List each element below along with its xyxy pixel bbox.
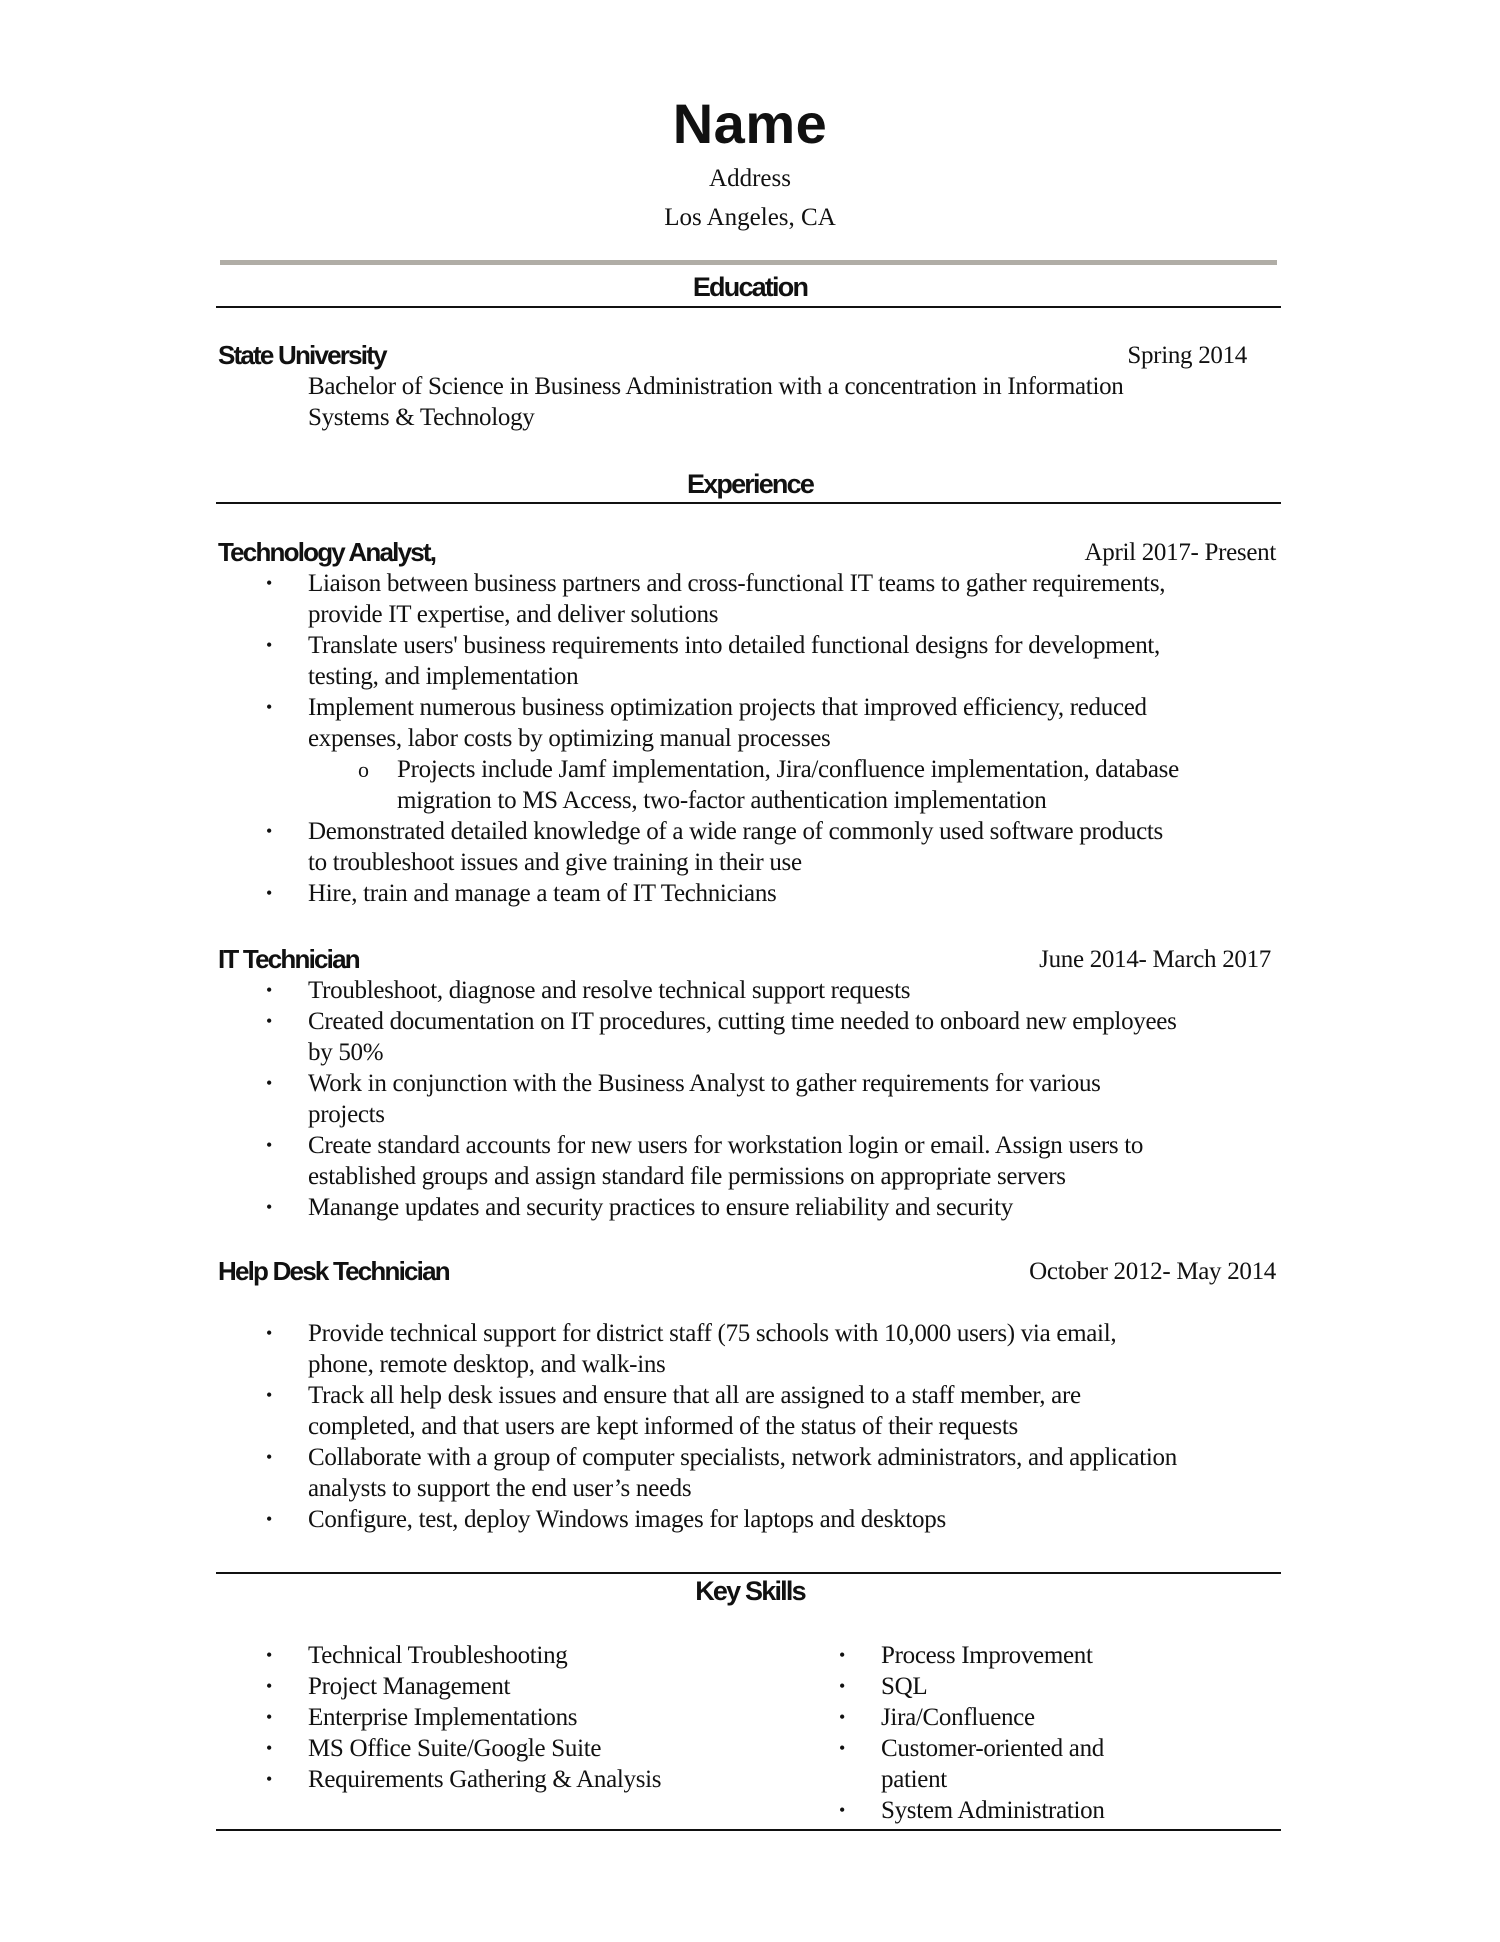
bullet-icon: • bbox=[266, 1676, 273, 1696]
spacer bbox=[218, 1287, 1281, 1318]
job-bullet bbox=[218, 1411, 1281, 1442]
job-bullet bbox=[218, 1161, 1281, 1192]
degree-line: Bachelor of Science in Business Administration with a concentration in Information bbox=[308, 373, 1124, 400]
bullet-icon: • bbox=[266, 1509, 273, 1529]
job-bullet bbox=[218, 661, 1281, 692]
job-bullet bbox=[218, 1192, 1281, 1223]
bullet-text: Track all help desk issues and ensure that all are assigned to a staff member, are bbox=[308, 1382, 1081, 1409]
job-bullet bbox=[218, 692, 1281, 723]
job-dates: June 2014- March 2017 bbox=[1039, 946, 1271, 973]
job-bullet bbox=[218, 1130, 1281, 1161]
job-bullet bbox=[218, 568, 1281, 599]
bullet-text: Create standard accounts for new users for workstation login or email. Assign users to bbox=[308, 1132, 1144, 1159]
bullet-icon: • bbox=[266, 1447, 273, 1467]
job-bullet bbox=[218, 1504, 1281, 1535]
bullet-text: provide IT expertise, and deliver solutions bbox=[308, 601, 719, 628]
skill-item bbox=[218, 1702, 682, 1733]
bullet-text: MS Office Suite/Google Suite bbox=[308, 1735, 602, 1762]
bullet-text: migration to MS Access, two-factor authentication implementation bbox=[397, 787, 1047, 814]
job-bullet bbox=[218, 1099, 1281, 1130]
experience-heading: Experience bbox=[686, 469, 814, 499]
bullet-text: Enterprise Implementations bbox=[308, 1704, 578, 1731]
job-entry bbox=[218, 1256, 1281, 1535]
bullet-icon: • bbox=[266, 883, 273, 903]
job-title: Help Desk Technician bbox=[218, 1256, 449, 1286]
bullet-text: completed, and that users are kept informed of the status of their requests bbox=[308, 1413, 1018, 1440]
skill-item bbox=[682, 1640, 1146, 1671]
skills-column-1 bbox=[218, 1640, 682, 1826]
bullet-text: Implement numerous business optimization projects that improved efficiency, reduced bbox=[308, 694, 1147, 721]
skill-item bbox=[218, 1671, 682, 1702]
job-bullet bbox=[218, 878, 1281, 909]
bullet-icon: • bbox=[266, 573, 273, 593]
skills-list bbox=[218, 1640, 1281, 1826]
job-header bbox=[218, 1256, 1281, 1287]
bullet-text: Liaison between business partners and cross-functional IT teams to gather requirements, bbox=[308, 570, 1166, 597]
bullet-text: Technical Troubleshooting bbox=[308, 1642, 568, 1669]
job-bullet bbox=[218, 975, 1281, 1006]
job-bullet bbox=[218, 1349, 1281, 1380]
job-sub-bullet bbox=[218, 754, 1281, 785]
job-bullet bbox=[218, 1037, 1281, 1068]
address: Address bbox=[709, 165, 791, 192]
candidate-name: Name bbox=[672, 92, 828, 155]
job-bullet bbox=[218, 1318, 1281, 1349]
bullet-icon: • bbox=[266, 1769, 273, 1789]
education-heading: Education bbox=[692, 272, 808, 302]
job-bullet bbox=[218, 630, 1281, 661]
bullet-text: Work in conjunction with the Business Analyst to gather requirements for various bbox=[308, 1070, 1101, 1097]
bullet-icon: • bbox=[266, 1738, 273, 1758]
bullet-icon: • bbox=[266, 980, 273, 1000]
bullet-text: established groups and assign standard file permissions on appropriate servers bbox=[308, 1163, 1066, 1190]
bullet-text: SQL bbox=[881, 1673, 928, 1700]
school-name: State University bbox=[218, 340, 386, 370]
bullet-icon: • bbox=[266, 1323, 273, 1343]
skill-item bbox=[218, 1764, 682, 1795]
skill-item bbox=[682, 1733, 1146, 1795]
bullet-text: expenses, labor costs by optimizing manual processes bbox=[308, 725, 831, 752]
bullet-text: System Administration bbox=[881, 1797, 1105, 1824]
bullet-text: to troubleshoot issues and give training in their use bbox=[308, 849, 802, 876]
job-bullet bbox=[218, 599, 1281, 630]
bullet-text: Demonstrated detailed knowledge of a wide range of commonly used software products bbox=[308, 818, 1163, 845]
skill-item bbox=[218, 1640, 682, 1671]
job-bullet bbox=[218, 816, 1281, 847]
bullet-text: Created documentation on IT procedures, cutting time needed to onboard new employees bbox=[308, 1008, 1177, 1035]
job-header bbox=[218, 944, 1281, 975]
job-bullet bbox=[218, 1442, 1281, 1473]
bullet-text: Process Improvement bbox=[881, 1642, 1093, 1669]
job-header bbox=[218, 537, 1281, 568]
divider bbox=[216, 306, 1281, 308]
job-bullet bbox=[218, 1473, 1281, 1504]
divider bbox=[216, 502, 1281, 504]
job-title: Technology Analyst, bbox=[218, 537, 436, 567]
bullet-text: Troubleshoot, diagnose and resolve technical support requests bbox=[308, 977, 911, 1004]
job-entry bbox=[218, 537, 1281, 909]
job-sub-bullet bbox=[218, 785, 1281, 816]
bullet-text: projects bbox=[308, 1101, 385, 1128]
bullet-icon: • bbox=[266, 1707, 273, 1727]
key-skills-heading: Key Skills bbox=[695, 1576, 805, 1606]
bullet-icon: • bbox=[839, 1707, 846, 1727]
job-title: IT Technician bbox=[218, 944, 359, 974]
education-entry bbox=[218, 340, 1281, 433]
job-bullet bbox=[218, 1068, 1281, 1099]
header-divider bbox=[220, 260, 1277, 265]
bullet-text: Project Management bbox=[308, 1673, 511, 1700]
bullet-icon: • bbox=[839, 1645, 846, 1665]
bullet-icon: • bbox=[266, 1073, 273, 1093]
skill-item bbox=[682, 1795, 1146, 1826]
bullet-text: phone, remote desktop, and walk-ins bbox=[308, 1351, 666, 1378]
bullet-text: Hire, train and manage a team of IT Technicians bbox=[308, 880, 777, 907]
city: Los Angeles, CA bbox=[664, 204, 836, 231]
bullet-icon: • bbox=[266, 1645, 273, 1665]
bullet-text: testing, and implementation bbox=[308, 663, 579, 690]
skill-item bbox=[218, 1733, 682, 1764]
job-bullet bbox=[218, 847, 1281, 878]
bullet-icon: • bbox=[839, 1800, 846, 1820]
bullet-icon: o bbox=[358, 757, 369, 782]
bullet-text: analysts to support the end user’s needs bbox=[308, 1475, 692, 1502]
bullet-text: Translate users' business requirements into detailed functional designs for development, bbox=[308, 632, 1160, 659]
bullet-icon: • bbox=[266, 1011, 273, 1031]
divider bbox=[216, 1829, 1281, 1831]
skill-item bbox=[682, 1671, 1146, 1702]
bullet-text: Provide technical support for district staff (75 schools with 10,000 users) via email, bbox=[308, 1320, 1117, 1347]
job-bullet bbox=[218, 1380, 1281, 1411]
graduation-date: Spring 2014 bbox=[1127, 342, 1247, 369]
bullet-text: Manange updates and security practices to ensure reliability and security bbox=[308, 1194, 1013, 1221]
bullet-icon: • bbox=[266, 1135, 273, 1155]
job-entry bbox=[218, 944, 1281, 1223]
bullet-icon: • bbox=[266, 635, 273, 655]
bullet-icon: • bbox=[839, 1676, 846, 1696]
job-dates: April 2017- Present bbox=[1084, 539, 1276, 566]
bullet-text: Customer-oriented and patient bbox=[881, 1735, 1104, 1793]
divider bbox=[216, 1572, 1281, 1574]
bullet-text: Collaborate with a group of computer specialists, network administrators, and application bbox=[308, 1444, 1177, 1471]
skills-column-2 bbox=[682, 1640, 1146, 1826]
job-dates: October 2012- May 2014 bbox=[1029, 1258, 1276, 1285]
job-bullet bbox=[218, 723, 1281, 754]
bullet-text: by 50% bbox=[308, 1039, 384, 1066]
bullet-icon: • bbox=[266, 1197, 273, 1217]
bullet-icon: • bbox=[266, 697, 273, 717]
bullet-icon: • bbox=[839, 1738, 846, 1758]
bullet-text: Jira/Confluence bbox=[881, 1704, 1035, 1731]
job-bullet bbox=[218, 1006, 1281, 1037]
degree-line: Systems & Technology bbox=[308, 404, 535, 431]
bullet-icon: • bbox=[266, 1385, 273, 1405]
bullet-text: Configure, test, deploy Windows images for laptops and desktops bbox=[308, 1506, 946, 1533]
bullet-text: Requirements Gathering & Analysis bbox=[308, 1766, 662, 1793]
bullet-icon: • bbox=[266, 821, 273, 841]
skill-item bbox=[682, 1702, 1146, 1733]
bullet-text: Projects include Jamf implementation, Jira/confluence implementation, database bbox=[397, 756, 1179, 783]
